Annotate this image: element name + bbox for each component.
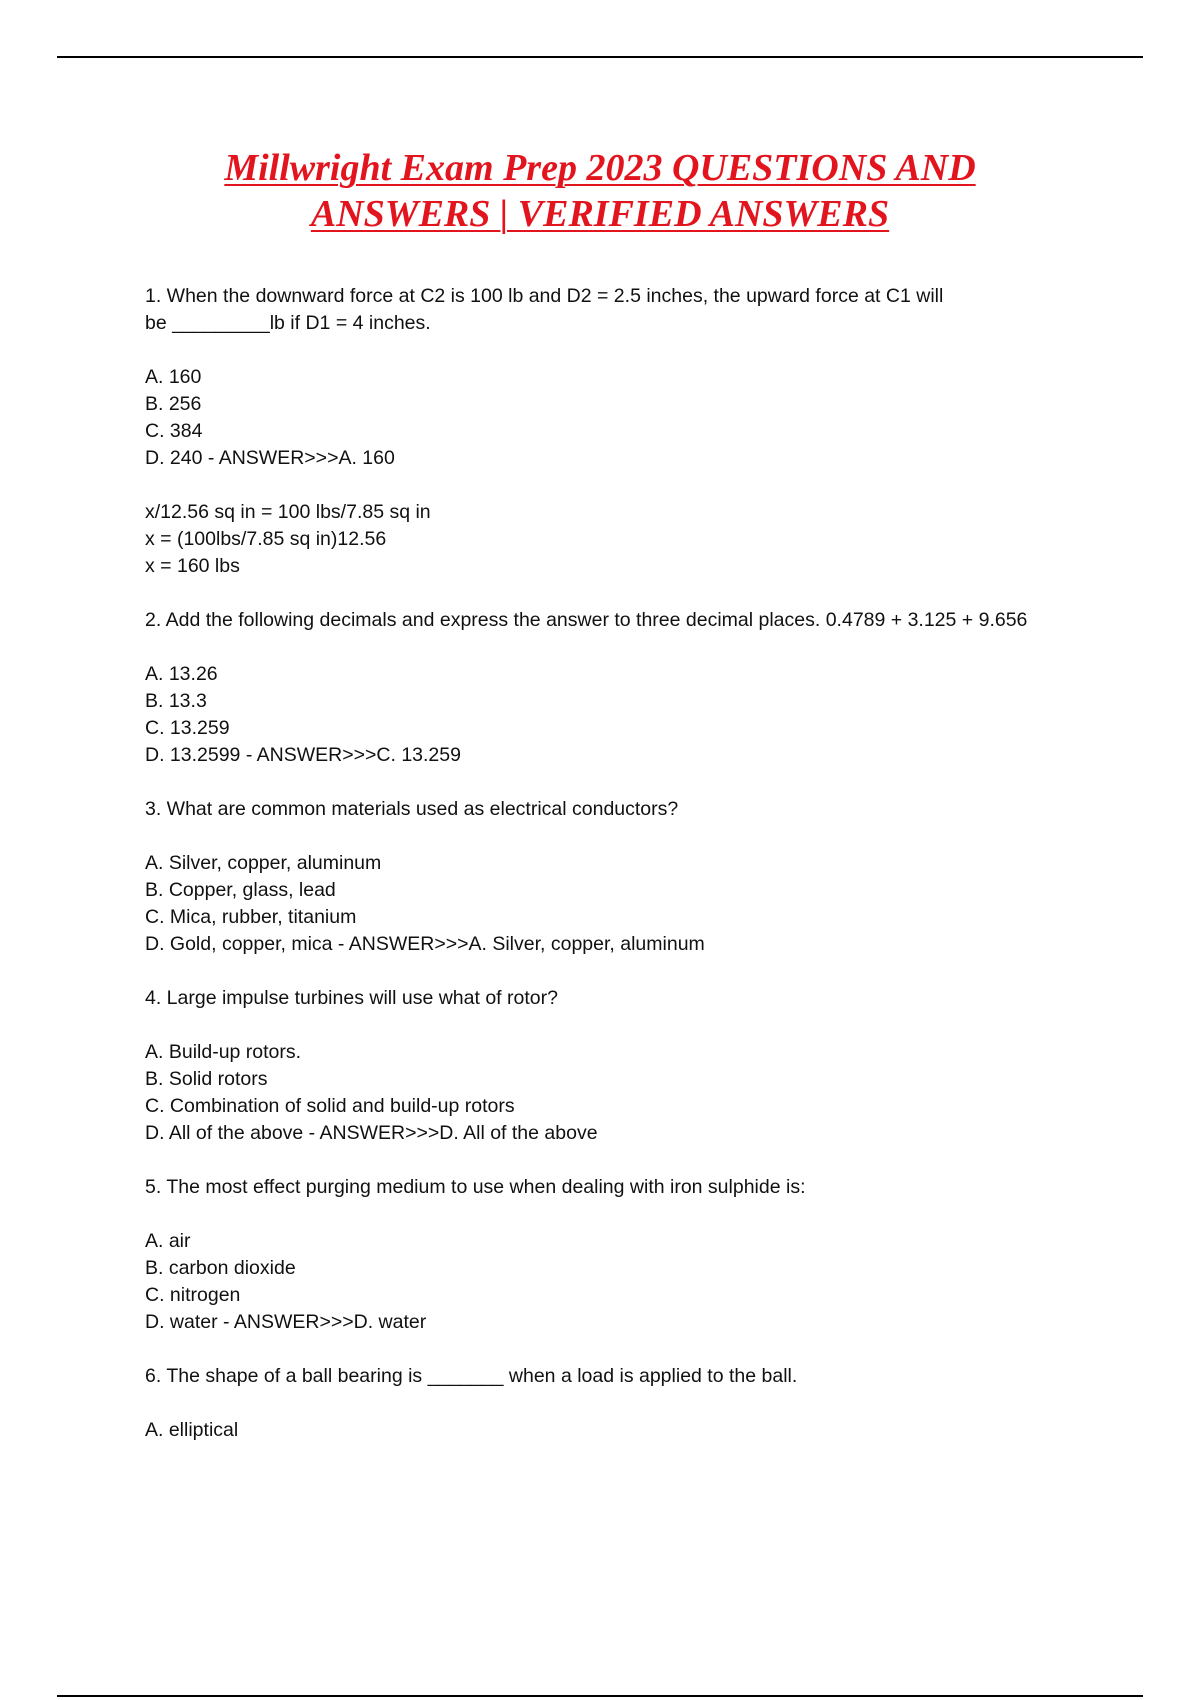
question-4-option-c: C. Combination of solid and build-up rotors — [145, 1095, 515, 1117]
question-3 — [145, 796, 1095, 958]
question-5-text: 5. The most effect purging medium to use when dealing with iron sulphide is: — [145, 1176, 806, 1198]
question-1-text-line-1: 1. When the downward force at C2 is 100 lb and D2 = 2.5 inches, the upward force at C1 will — [145, 285, 944, 307]
top-rule — [57, 56, 1143, 58]
question-4-option-a: A. Build-up rotors. — [145, 1041, 302, 1063]
question-3-option-a: A. Silver, copper, aluminum — [145, 852, 382, 874]
question-4 — [145, 985, 1095, 1147]
question-2-option-d-answer: D. 13.2599 - ANSWER>>>C. 13.259 — [145, 744, 461, 766]
question-1-option-a: A. 160 — [145, 366, 202, 388]
question-4-text: 4. Large impulse turbines will use what of rotor? — [145, 987, 558, 1009]
question-2-option-b: B. 13.3 — [145, 690, 207, 712]
question-5 — [145, 1174, 1095, 1336]
question-2-text: 2. Add the following decimals and express the answer to three decimal places. 0.4789 + 3.125 + 9.656 — [145, 609, 1028, 631]
question-3-option-d-answer: D. Gold, copper, mica - ANSWER>>>A. Silver, copper, aluminum — [145, 933, 705, 955]
question-2-option-c: C. 13.259 — [145, 717, 230, 739]
question-5-option-a: A. air — [145, 1230, 191, 1252]
question-2-option-a: A. 13.26 — [145, 663, 218, 685]
question-2 — [145, 607, 1095, 769]
question-5-option-c: C. nitrogen — [145, 1284, 241, 1306]
question-1-text-line-2: be _________lb if D1 = 4 inches. — [145, 312, 431, 334]
question-1-work-line-2: x = (100lbs/7.85 sq in)12.56 — [145, 528, 387, 550]
title-line-1: Millwright Exam Prep 2023 QUESTIONS AND — [224, 147, 976, 189]
question-6 — [145, 1363, 1095, 1444]
question-3-option-c: C. Mica, rubber, titanium — [145, 906, 357, 928]
question-3-option-b: B. Copper, glass, lead — [145, 879, 336, 901]
question-1 — [145, 283, 1095, 580]
question-1-option-b: B. 256 — [145, 393, 202, 415]
question-1-option-c: C. 384 — [145, 420, 203, 442]
title-line-2: ANSWERS | VERIFIED ANSWERS — [310, 193, 890, 235]
question-1-work-line-1: x/12.56 sq in = 100 lbs/7.85 sq in — [145, 501, 431, 523]
question-6-text: 6. The shape of a ball bearing is _______ when a load is applied to the ball. — [145, 1365, 798, 1387]
question-3-text: 3. What are common materials used as electrical conductors? — [145, 798, 679, 820]
question-list — [145, 283, 1095, 1444]
question-5-option-b: B. carbon dioxide — [145, 1257, 296, 1279]
question-5-option-d-answer: D. water - ANSWER>>>D. water — [145, 1311, 427, 1333]
bottom-rule — [57, 1695, 1143, 1697]
question-6-option-a: A. elliptical — [145, 1419, 239, 1441]
question-4-option-d-answer: D. All of the above - ANSWER>>>D. All of the above — [145, 1122, 598, 1144]
question-1-option-d-answer: D. 240 - ANSWER>>>A. 160 — [145, 447, 395, 469]
question-4-option-b: B. Solid rotors — [145, 1068, 268, 1090]
page-title — [0, 145, 1200, 237]
question-1-work-line-3: x = 160 lbs — [145, 555, 240, 577]
